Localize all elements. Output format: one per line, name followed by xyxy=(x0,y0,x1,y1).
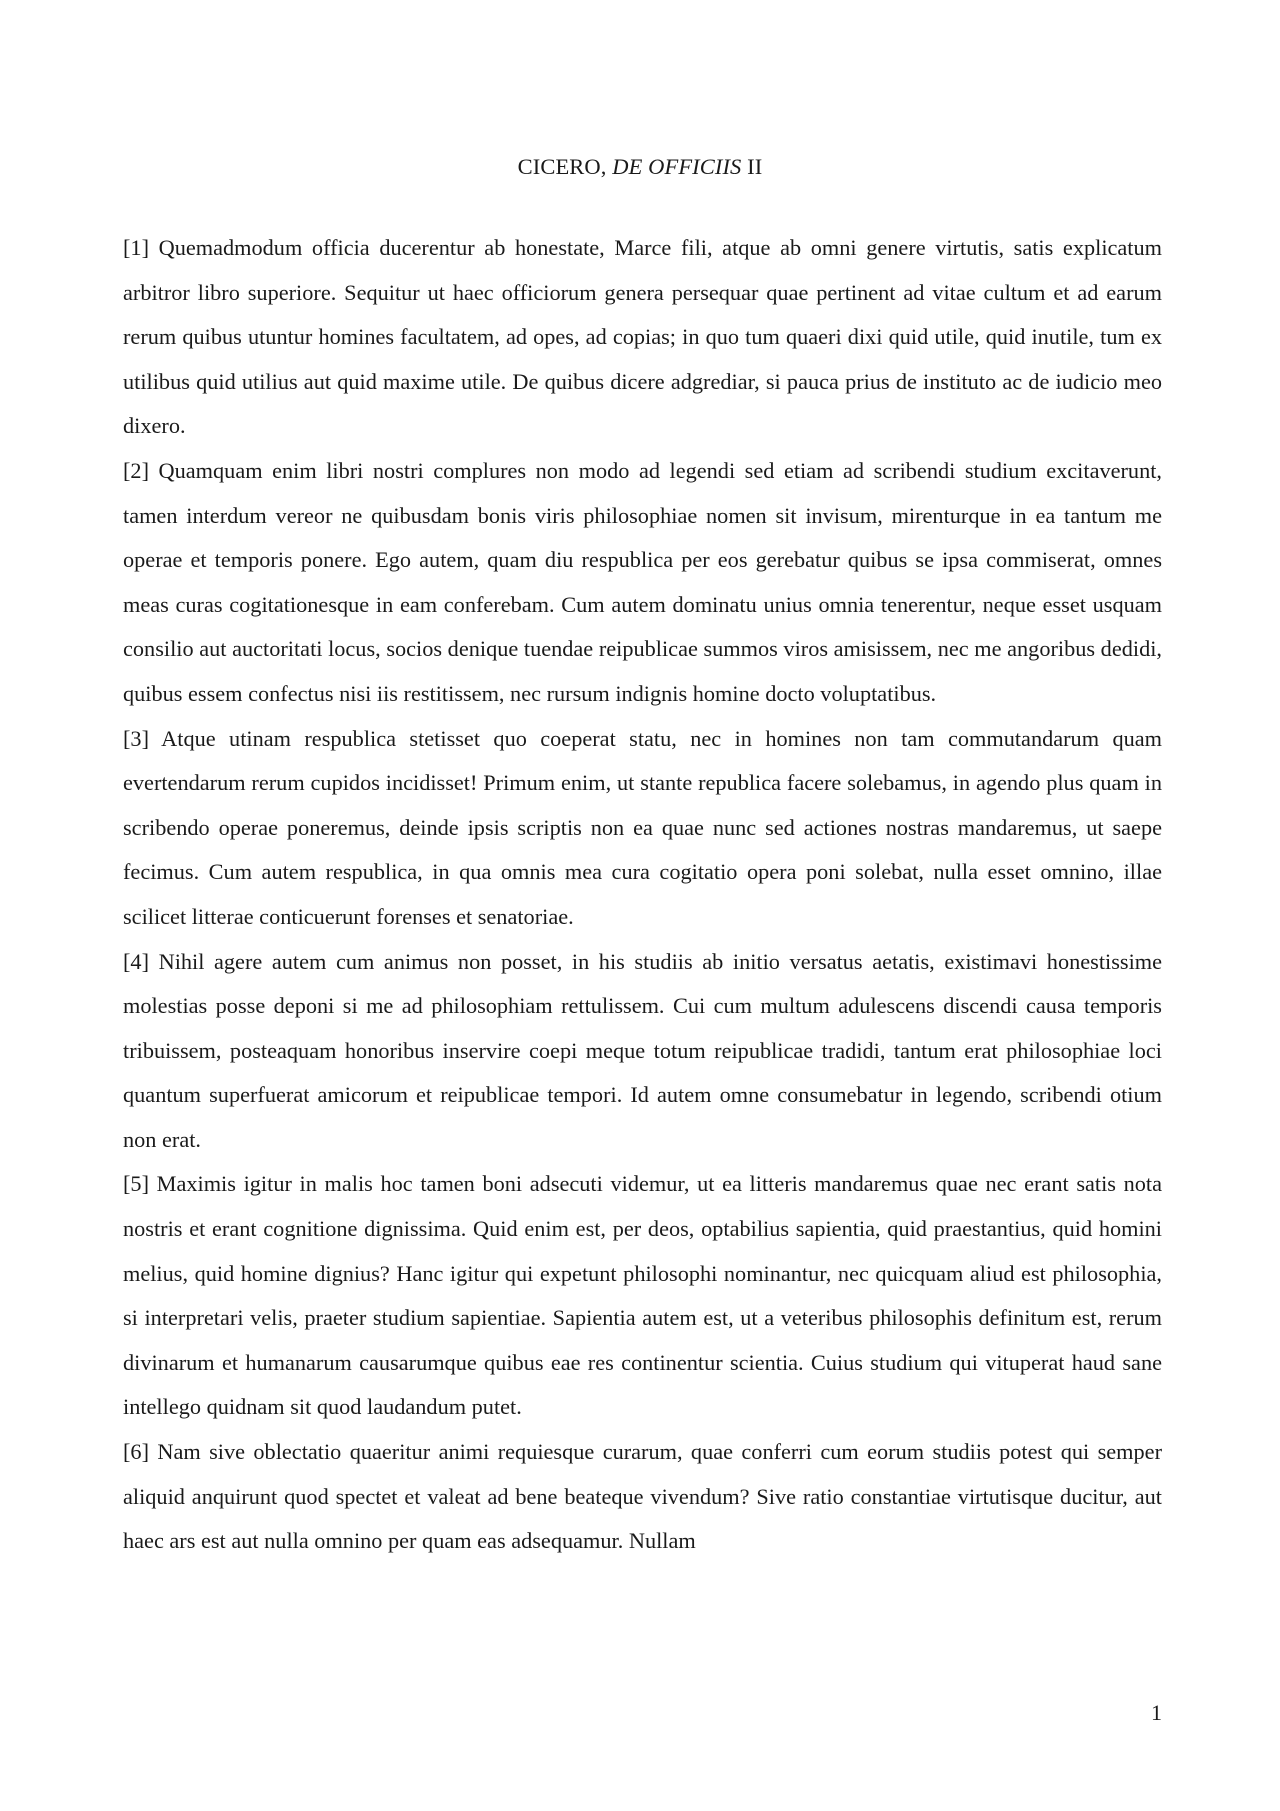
page-number: 1 xyxy=(1151,1700,1162,1725)
paragraph-5: [5] Maximis igitur in malis hoc tamen boni adsecuti videmur, ut ea litteris mandaremus quae nec erant satis nota nostris et erant cognitione dignissima. Quid enim est, per deos, optabilius sapientia, quid praestantius, quid homini melius, quid homine dignius? Hanc igitur qui expetunt philosophi nominantur, nec quicquam aliud est philosophia, si interpretari velis, praeter studium sapientiae. Sapientia autem est, ut a veteribus philosophis definitum est, rerum divinarum et humanarum causarumque quibus eae res continentur scientia. Cuius studium qui vituperat haud sane intellego quidnam sit quod laudandum putet. xyxy=(123,1171,1162,1420)
title-work: DE OFFICIIS xyxy=(612,154,742,179)
paragraph-4: [4] Nihil agere autem cum animus non posset, in his studiis ab initio versatus aetatis, existimavi honestissime molestias posse deponi si me ad philosophiam rettulissem. Cui cum multum adulescens discendi causa temporis tribuissem, posteaquam honoribus inservire coepi meque totum reipublicae tradidi, tantum erat philosophiae loci quantum superfuerat amicorum et reipublicae tempori. Id autem omne consumebatur in legendo, scribendi otium non erat. xyxy=(123,948,1162,1152)
title-book: II xyxy=(741,154,763,179)
body-text xyxy=(123,226,1162,1564)
paragraph-1: [1] Quemadmodum officia ducerentur ab honestate, Marce fili, atque ab omni genere virtutis, satis explicatum arbitror libro superiore. Sequitur ut haec officiorum genera persequar quae pertinent ad vitae cultum et ad earum rerum quibus utuntur homines facultatem, ad opes, ad copias; in quo tum quaeri dixi quid utile, quid inutile, tum ex utilibus quid utilius aut quid maxime utile. De quibus dicere adgrediar, si pauca prius de instituto ac de iudicio meo dixero. xyxy=(123,235,1162,439)
paragraph-3: [3] Atque utinam respublica stetisset quo coeperat statu, nec in homines non tam commutandarum quam evertendarum rerum cupidos incidisset! Primum enim, ut stante republica facere solebamus, in agendo plus quam in scribendo operae poneremus, deinde ipsis scriptis non ea quae nunc sed actiones nostras mandaremus, ut saepe fecimus. Cum autem respublica, in qua omnis mea cura cogitatio opera poni solebat, nulla esset omnino, illae scilicet litterae conticuerunt forenses et senatoriae. xyxy=(123,725,1162,929)
document-title xyxy=(0,152,1280,182)
title-author: CICERO, xyxy=(517,154,613,179)
paragraph-6: [6] Nam sive oblectatio quaeritur animi requiesque curarum, quae conferri cum eorum studiis potest qui semper aliquid anquirunt quod spectet et valeat ad bene beateque vivendum? Sive ratio constantiae virtutisque ducitur, aut haec ars est aut nulla omnino per quam eas adsequamur. Nullam xyxy=(123,1439,1162,1554)
paragraph-2: [2] Quamquam enim libri nostri complures non modo ad legendi sed etiam ad scribendi studium excitaverunt, tamen interdum vereor ne quibusdam bonis viris philosophiae nomen sit invisum, mirenturque in ea tantum me operae et temporis ponere. Ego autem, quam diu respublica per eos gerebatur quibus se ipsa commiserat, omnes meas curas cogitationesque in eam conferebam. Cum autem dominatu unius omnia tenerentur, neque esset usquam consilio aut auctoritati locus, socios denique tuendae reipublicae summos viros amisissem, nec me angoribus dedidi, quibus essem confectus nisi iis restitissem, nec rursum indignis homine docto voluptatibus. xyxy=(123,457,1162,706)
